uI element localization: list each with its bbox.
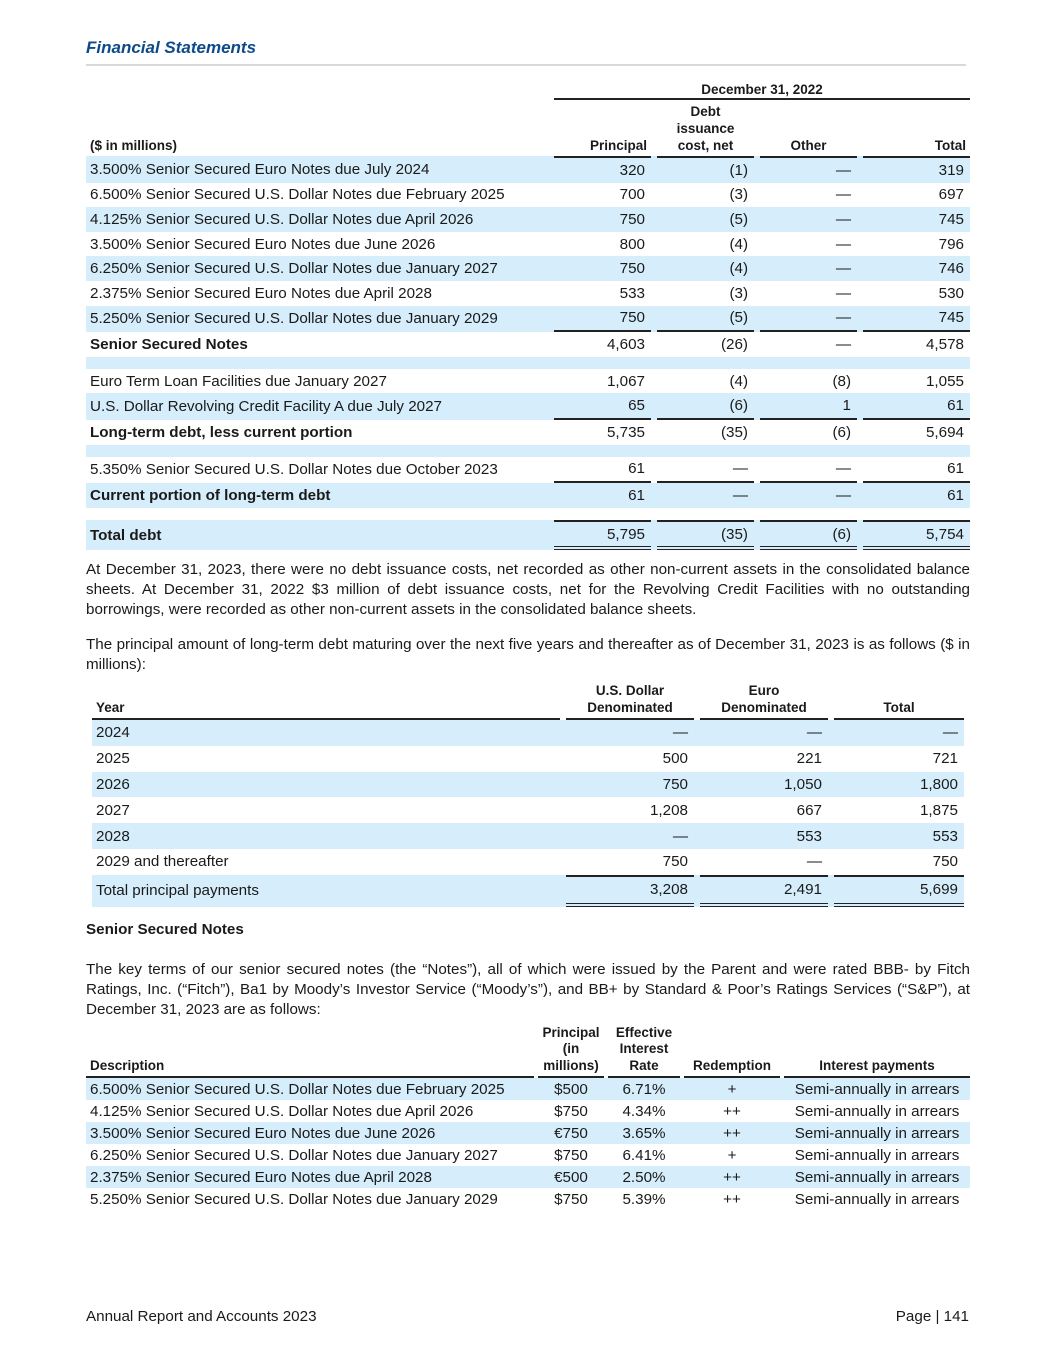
paragraph-debt-issuance: At December 31, 2023, there were no debt issuance costs, net recorded as other non-current assets in the consolidated balance sheets. At December 31, 2022 $3 million of debt issuance costs, net for the Revolving Credit Facilities with no outstanding borrowings, were recorded as other non-current assets in the consolidated balance sheets. [86, 561, 970, 618]
table-row: 6.250% Senior Secured U.S. Dollar Notes due January 2027 750 (4) — 746 [86, 256, 970, 281]
table-row: 2.375% Senior Secured Euro Notes due April 2028 €500 2.50% ++ Semi-annually in arrears [86, 1166, 970, 1188]
column-header-principal: Principal (in millions) [538, 1024, 604, 1078]
column-header-debt-issuance: Debt issuance cost, net [676, 104, 735, 153]
table-row: U.S. Dollar Revolving Credit Facility A due July 2027 65 (6) 1 61 [86, 393, 970, 420]
column-header-total: Total [834, 680, 964, 720]
table-row: 5.250% Senior Secured U.S. Dollar Notes due January 2029 750 (5) — 745 [86, 306, 970, 333]
table-row: 2028 — 553 553 [92, 823, 964, 849]
table-row: 6.500% Senior Secured U.S. Dollar Notes due February 2025 700 (3) — 697 [90, 186, 964, 204]
section-title: Financial Statements [86, 38, 966, 66]
column-header-total: Total [934, 138, 966, 153]
table-row: 6.250% Senior Secured U.S. Dollar Notes due January 2027 $750 6.41% + Semi-annually in arrears [90, 1146, 960, 1164]
column-header-eur: Euro Denominated [700, 680, 828, 720]
column-header-description: Description [86, 1024, 534, 1078]
table-row: 5.350% Senior Secured U.S. Dollar Notes due October 2023 61 — — 61 [86, 457, 970, 484]
debt-table [86, 80, 970, 550]
table-row: 3.500% Senior Secured Euro Notes due July 2024 320 (1) — 319 [86, 156, 970, 183]
column-header-other: Other [790, 138, 827, 153]
table-row: 2024 — — — [92, 720, 964, 746]
column-header-label: ($ in millions) [90, 138, 178, 153]
subtotal-row: Long-term debt, less current portion 5,735 (35) (6) 5,694 [90, 423, 964, 441]
table-row: 2027 1,208 667 1,875 [96, 801, 958, 819]
table-row: 6.500% Senior Secured U.S. Dollar Notes due February 2025 $500 6.71% + Semi-annually in arrears [86, 1078, 970, 1100]
table-row: 2026 750 1,050 1,800 [92, 772, 964, 798]
subtotal-row: Senior Secured Notes 4,603 (26) — 4,578 [90, 335, 964, 353]
notes-terms-table [86, 1024, 970, 1210]
table-row: 3.500% Senior Secured Euro Notes due June 2026 €750 3.65% ++ Semi-annually in arrears [86, 1122, 970, 1144]
column-header-year: Year [92, 680, 560, 720]
section-heading: Senior Secured Notes [86, 921, 244, 938]
table-row: 4.125% Senior Secured U.S. Dollar Notes due April 2026 $750 4.34% ++ Semi-annually in arrears [90, 1102, 960, 1120]
column-header-rate: Effective Interest Rate [608, 1024, 680, 1078]
table-row: 2.375% Senior Secured Euro Notes due April 2028 533 (3) — 530 [90, 284, 964, 302]
column-header-principal: Principal [589, 138, 647, 153]
paragraph-maturity-intro: The principal amount of long-term debt maturing over the next five years and thereafter as of December 31, 2023 is as follows ($ in millions): [86, 636, 970, 673]
table-row: 5.250% Senior Secured U.S. Dollar Notes due January 2029 $750 5.39% ++ Semi-annually in arrears [90, 1190, 960, 1208]
total-row: Total principal payments 3,208 2,491 5,699 [92, 875, 964, 907]
table-row: 2029 and thereafter 750 — 750 [96, 853, 958, 871]
table-row: 2025 500 221 721 [96, 750, 958, 768]
paragraph-notes-terms: The key terms of our senior secured notes (the “Notes”), all of which were issued by the Parent and were rated BBB- by Fitch Ratings, Inc. (“Fitch”), Ba1 by Moody’s Investor Service (“Moody’s”), and BB+ by Standard & Poor’s Ratings Services (“S&P”), at December 31, 2023 are as follows: [86, 961, 970, 1018]
subtotal-row: Current portion of long-term debt 61 — — 61 [86, 483, 970, 508]
total-row: Total debt 5,795 (35) (6) 5,754 [86, 520, 970, 551]
footer-page-number: Page | 141 [895, 1308, 969, 1325]
period-header: December 31, 2022 [554, 80, 970, 100]
footer-report-title: Annual Report and Accounts 2023 [86, 1308, 317, 1325]
column-header-redemption: Redemption [684, 1024, 780, 1078]
table-row: 4.125% Senior Secured U.S. Dollar Notes due April 2026 750 (5) — 745 [86, 207, 970, 232]
table-row: Euro Term Loan Facilities due January 2027 1,067 (4) (8) 1,055 [90, 372, 964, 390]
column-header-interest: Interest payments [784, 1024, 970, 1078]
column-header-usd: U.S. Dollar Denominated [566, 680, 694, 720]
maturity-table [92, 680, 964, 907]
table-row: 3.500% Senior Secured Euro Notes due June 2026 800 (4) — 796 [90, 235, 964, 253]
